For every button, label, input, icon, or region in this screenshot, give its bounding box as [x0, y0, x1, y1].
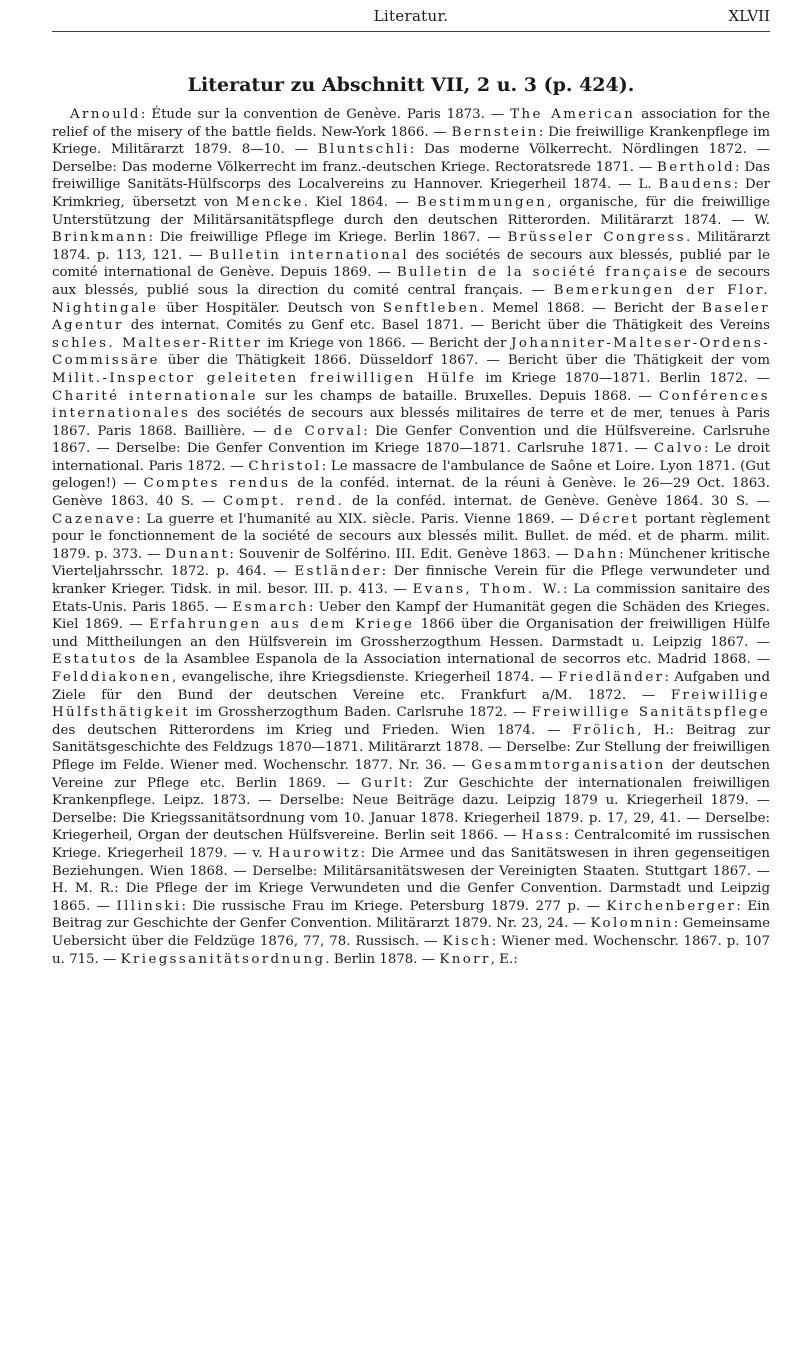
entry-calvo: : Le droit international. Paris 1872. — — [52, 441, 770, 474]
entry-kriegss: . Berlin 1878. — — [325, 951, 440, 967]
entry-kisch: : Wiener med. Wochenschr. 1867. p. 107 u. 715. — — [52, 933, 771, 967]
header-rule — [52, 31, 770, 32]
work-bestimmungen: Bestimmungen — [416, 194, 548, 210]
entry-bruesseler: . Militärarzt 1874. p. 113, 121. — — [52, 230, 770, 263]
entry-kolomnin: : Gemeinsame Uebersicht über die Feldzüge 1876, 77, 78. Russisch. — — [52, 916, 770, 949]
work-baseler-agentur: Baseler Agentur — [52, 300, 770, 334]
entry-berthold: : Das freiwillige Sanitäts-Hülfscorps des Localvereins zu Hannover. Kriegerheil 1874. — L. — [52, 159, 770, 193]
entry-hass: : Centralcomité im russischen Kriege. Kriegerheil 1879. — v. — [52, 828, 770, 861]
page-number: XLVII — [728, 7, 770, 25]
author-dunant: Dunant — [165, 546, 230, 562]
entry-gurlt: : Zur Geschichte der internationalen freiwilligen Krankenpflege. Leipz. 1873. — Derselbe: Neue Beiträge dazu. Leipzig 1879 u. Kriegerheil 1879. — Derselbe: Die Kriegssanitätsordnung vom 10. Januar 1878. Kriegerheil 1879. p. 17, 29, 41. — Derselbe: Kriegerheil, Organ der deutschen Hülfsvereine. Berlin seit 1866. — — [52, 775, 770, 844]
author-kolomnin: Kolomnin — [590, 916, 674, 932]
entry-bemerkungen: über Hospitäler. Deutsch von — [158, 300, 383, 316]
author-cazenave: Cazenave — [52, 511, 137, 527]
entry-malteser: im Kriege von 1866. — Bericht der — [262, 335, 512, 351]
author-brinkmann: Brinkmann — [52, 230, 149, 246]
author-hass: Hass — [521, 828, 565, 844]
author-friedlaender: Friedländer — [558, 670, 665, 685]
author-senftleben: Senftleben — [382, 300, 480, 316]
entry-american: association for the relief of the misery of the battle fields. New-York 1866. — — [52, 107, 770, 140]
page — [52, 0, 770, 1360]
entry-milit: im Kriege 1870—1871. Berlin 1872. — — [476, 370, 770, 386]
entry-arnould: : Étude sur la convention de Genève. Paris 1873. — — [140, 107, 511, 122]
author-baudens: Baudens — [658, 177, 734, 193]
author-calvo: Calvo — [653, 441, 704, 457]
author-evans: Evans, Thom. W. — [412, 582, 564, 598]
entry-johanniter: über die Thätigkeit 1866. Düsseldorf 1867. — Bericht über die Thätigkeit der vom — [159, 353, 770, 369]
entry-baudens: : Der Krimkrieg, übersetzt von — [52, 177, 770, 210]
work-charite: Charité internationale — [52, 388, 258, 404]
author-froelich: Frölich — [572, 722, 638, 738]
entry-brinkmann: : Die freiwillige Pflege im Kriege. Berlin 1867. — — [148, 230, 508, 246]
author-kirchenberger: Kirchenberger — [606, 898, 737, 914]
entry-corval: : Die Genfer Convention und die Hülfsvereine. Carlsruhe 1867. — Derselbe: Die Genfer Convention im Kriege 1870—1871. Carlsruhe 1871. — — [52, 423, 771, 457]
author-estlaender: Estländer — [294, 564, 382, 580]
work-decret: Décret — [579, 511, 640, 527]
entry-comptes: de la conféd. internat. de la réuni à Genève. le 26—29 Oct. 1863. Genève 1863. 40 S. — — [52, 476, 770, 510]
entry-haurowitz: : Die Armee und das Sanitätswesen in ihren gegenseitigen Beziehungen. Wien 1868. — Derselbe: Militärsanitätswesen der Vereinigten Staaten. Stuttgart 1867. — H. M. R.: Die Pflege der im Kriege Verwundeten und die Genfer Convention. Darmstadt und Leipzig 1865. — — [52, 845, 770, 914]
entry-dunant: : Souvenir de Solférino. III. Edit. Genève 1863. — — [229, 546, 574, 562]
work-bulletin-francaise: Bulletin de la société française — [396, 265, 690, 281]
work-gesammtorganisation: Gesammtorganisation — [471, 757, 666, 773]
author-esmarch: Esmarch — [232, 599, 310, 615]
author-bernstein: Bernstein — [451, 124, 539, 140]
author-kisch: Kisch — [442, 933, 492, 949]
work-johanniter: Johanniter-Malteser-Ordens-Commissäre — [52, 335, 770, 369]
work-bulletin-international: Bulletin international — [209, 247, 410, 263]
work-the-american: The American — [510, 107, 636, 122]
author-de-corval: de Corval — [273, 423, 364, 439]
author-haurowitz: Haurowitz — [268, 845, 361, 861]
entry-charite: sur les champs de bataille. Bruxelles. Depuis 1868. — — [257, 388, 659, 404]
work-estatutos: Estatutos — [52, 652, 138, 668]
entry-freiw-h: im Grossherzogthum Baden. Carlsruhe 1872. — — [189, 705, 532, 721]
work-kriegssanitaetsordnung: Kriegssanitätsordnung — [120, 951, 326, 967]
running-head-title: Literatur. — [373, 7, 449, 25]
author-dahn: Dahn — [573, 546, 620, 562]
entry-mencke: . Kiel 1864. — — [303, 194, 417, 210]
entry-erfahrungen: 1866 über die Organisation der freiwilligen Hülfe und Mittheilungen an den Hülfsverein im Grossherzogthum Hessen. Darmstadt u. Leipzig 1867. — — [52, 617, 771, 650]
entry-gesammt: der deutschen Vereine zur Pflege etc. Berlin 1869. — — [52, 757, 770, 791]
entry-evans: : La commission sanitaire des Etats-Unis. Paris 1865. — — [52, 582, 771, 615]
entry-dahn: : Münchener kritische Vierteljahrsschr. 1872. p. 464. — — [52, 546, 770, 580]
work-comptes-rendus: Comptes rendus — [143, 476, 291, 492]
work-conferences: Conférences internationales — [52, 388, 771, 422]
running-head — [52, 0, 770, 42]
work-compt-rend: Compt. rend. — [222, 494, 345, 510]
work-freiwillige-huelfsthaetigkeit: Freiwillige Hülfsthätigkeit — [52, 687, 770, 721]
entry-senftleben: . Memel 1868. — Bericht der — [480, 300, 703, 316]
work-felddiakonen: Felddiakonen — [52, 670, 173, 685]
entry-illinski: : Die russische Frau im Kriege. Petersburg 1879. 277 p. — — [181, 898, 607, 914]
entry-bluntschli: : Das moderne Völkerrecht. Nördlingen 1872. — Derselbe: Das moderne Völkerrecht im franz.-deutschen Kriege. Rectoratsrede 1871. — — [52, 142, 770, 175]
entry-kirchenberger: : Ein Beitrag zur Geschichte der Genfer Convention. Militärarzt 1879. Nr. 23, 24. — — [52, 898, 770, 932]
work-erfahrungen: Erfahrungen aus dem Kriege — [149, 617, 415, 633]
author-gurlt: Gurlt — [361, 775, 409, 791]
author-christol: Christol — [248, 458, 322, 474]
entry-decret: portant règlement pour le fonctionnement de la société de secours aux blessés milit. Bullet. de méd. et de pharm. milit. 1879. p. 373. — — [52, 511, 770, 562]
entry-baseler: des internat. Comités zu Genf etc. Basel 1871. — Bericht über die Thätigkeit des Vereins — [123, 318, 770, 334]
entry-froelich: , H.: Beitrag zur Sanitätsgeschichte des Feldzugs 1870—1871. Militärarzt 1878. — Derselbe: Zur Stellung der freiwilligen Pflege im Felde. Wiener med. Wochenschr. 1877. Nr. 36. — — [52, 722, 770, 773]
entry-friedlaender: : Aufgaben und Ziele für den Bund der deutschen Vereine etc. Frankfurt a/M. 1872. — — [52, 670, 770, 703]
entry-esmarch: : Ueber den Kampf der Humanität gegen die Schäden des Krieges. Kiel 1869. — — [52, 599, 770, 633]
section-title: Literatur zu Abschnitt VII, 2 u. 3 (p. 424). — [187, 74, 635, 96]
author-mencke: Mencke — [235, 194, 304, 210]
entry-estlaender: : Der finnische Verein für die Pflege verwundeter und kranker Krieger. Tidsk. in mil. besor. III. p. 413. — — [52, 564, 770, 598]
entry-bulletin-international: des sociétés de secours aux blessés, publié par le comité international de Genève. Depuis 1869. — — [52, 247, 770, 281]
author-berthold: Berthold — [657, 159, 736, 175]
entry-felddiakonen: , evangelische, ihre Kriegsdienste. Kriegerheil 1874. — — [172, 670, 559, 685]
bibliography-paragraph — [52, 106, 770, 968]
work-malteser-ritter: schles. Malteser-Ritter — [52, 335, 263, 351]
entry-estatutos: de la Asamblee Espanola de la Association international de secorros etc. Madrid 1868. — — [137, 652, 770, 668]
entry-freiw-s: des deutschen Ritterordens im Krieg und Frieden. Wien 1874. — — [52, 722, 573, 738]
author-illinski: Illinski — [116, 898, 182, 914]
entry-compt: de la conféd. internat. de Genève. Genève 1864. 30 S. — — [344, 494, 770, 510]
author-arnould: Arnould — [70, 107, 141, 122]
author-bluntschli: Bluntschli — [317, 142, 410, 158]
entry-conferences: des sociétés de secours aux blessés militaires de terre et de mer, tenues à Paris 1867. Paris 1868. Baillière. — — [52, 406, 770, 439]
entry-bernstein: : Die freiwillige Krankenpflege im Kriege. Militärarzt 1879. 8—10. — — [52, 124, 770, 158]
work-bruesseler-congress: Brüsseler Congress — [507, 230, 686, 246]
entry-cazenave: : La guerre et l'humanité au XIX. siècle. Paris. Vienne 1869. — — [136, 511, 580, 527]
entry-bestimmungen: , organische, für die freiwillige Unterstützung der Militärsanitätspflege durch den deutschen Ritterorden. Militärarzt 1874. — W. — [52, 194, 770, 228]
entry-knorr: , E.: — [490, 951, 518, 967]
work-bemerkungen: Bemerkungen der Flor. Nightingale — [52, 282, 770, 316]
author-knorr: Knorr — [439, 951, 491, 967]
entry-christol: : Le massacre de l'ambulance de Saône et Loire. Lyon 1871. (Gut gelogen!) — — [52, 458, 770, 492]
entry-bulletin-francaise: de secours aux blessés, publié sous la direction du comité central français. — — [52, 265, 770, 298]
work-milit-inspector: Milit.-Inspector geleiteten freiwilligen Hülfe — [52, 370, 477, 386]
work-freiwillige-sanitaetspflege: Freiwillige Sanitätspflege — [531, 705, 770, 721]
